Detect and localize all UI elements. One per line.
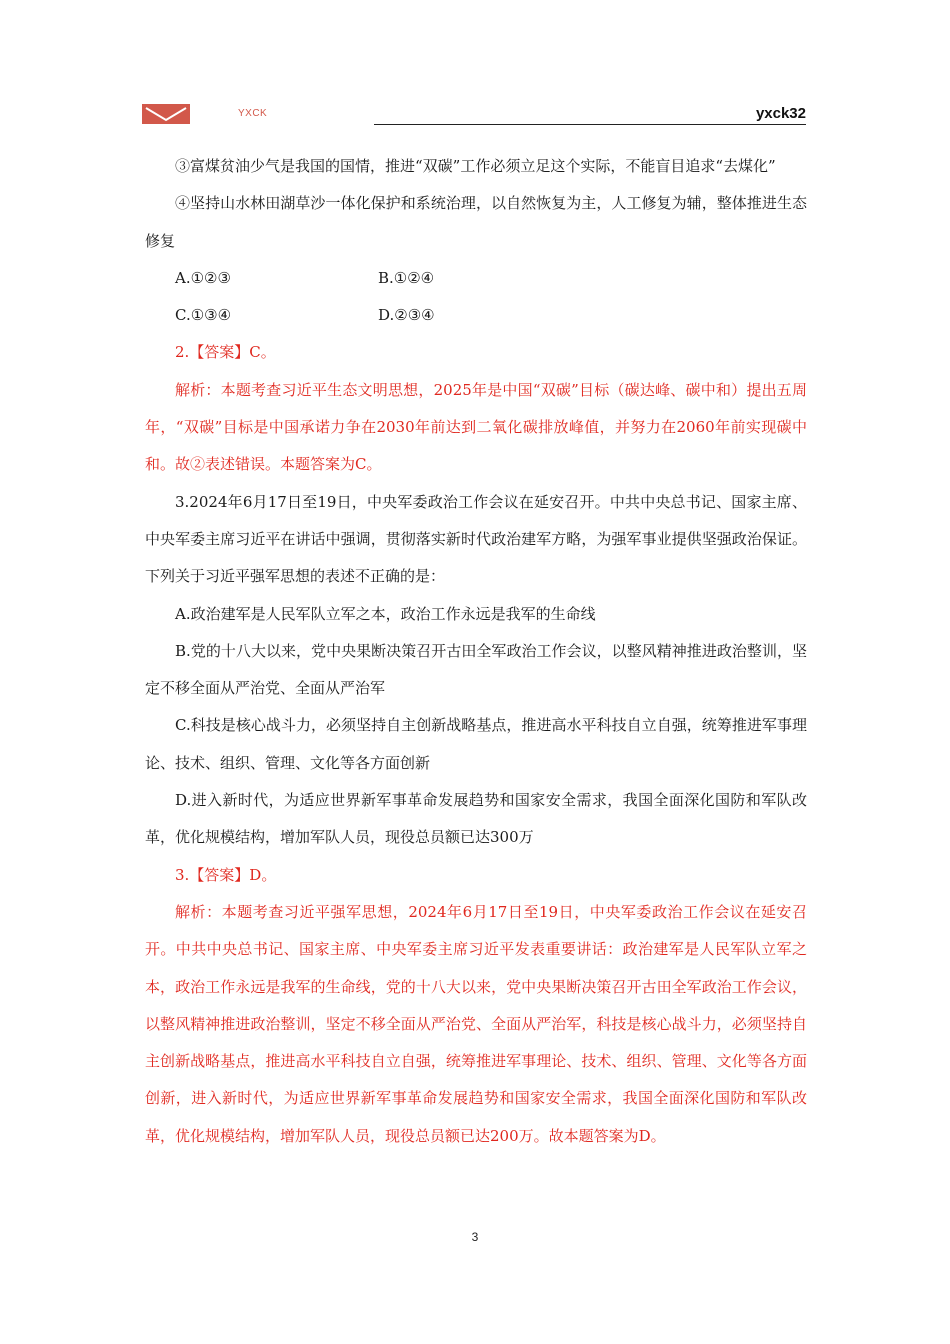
q3-option-a: A.政治建军是人民军队立军之本，政治工作永远是我军的生命线 xyxy=(175,604,596,623)
q2-option-d: D.②③④ xyxy=(378,306,435,325)
q3-stem: 3.2024年6月17日至19日，中央军委政治工作会议在延安召开。中共中央总书记、国家主席、中央军委主席习近平在讲话中强调，贯彻落实新时代政治建军方略，为强军事业提供坚强政治保证。下列关于习近平强军思想的表述不正确的是： xyxy=(145,492,807,586)
q2-option-c: C.①③④ xyxy=(175,306,232,325)
header-code: yxck32 xyxy=(755,105,806,122)
q2-item-4: ④坚持山水林田湖草沙一体化保护和系统治理，以自然恢复为主，人工修复为辅，整体推进生态修复 xyxy=(145,194,807,250)
q3-option-c: C.科技是核心战斗力，必须坚持自主创新战略基点，推进高水平科技自立自强，统筹推进军事理论、技术、组织、管理、文化等各方面创新 xyxy=(145,716,807,772)
q2-analysis: 解析：本题考查习近平生态文明思想，2025年是中国“双碳”目标（碳达峰、碳中和）提出五周年，“双碳”目标是中国承诺力争在2030年前达到二氧化碳排放峰值，并努力在2060年前实现碳中和。故②表述错误。本题答案为C。 xyxy=(145,380,807,474)
page-number: 3 xyxy=(471,1230,479,1244)
q3-answer: 3.【答案】D。 xyxy=(175,865,277,884)
q2-options-row-1 xyxy=(145,260,807,297)
q2-option-b: B.①②④ xyxy=(378,268,435,287)
q2-options-row-2 xyxy=(145,297,807,334)
q2-answer: 2.【答案】C。 xyxy=(175,343,276,362)
logo-icon xyxy=(142,104,190,124)
document-body xyxy=(145,148,807,1155)
q3-option-d: D.进入新时代，为适应世界新军事革命发展趋势和国家安全需求，我国全面深化国防和军队改革，优化规模结构，增加军队人员，现役总员额已达300万 xyxy=(145,791,807,847)
header-rule xyxy=(374,124,806,125)
page-header xyxy=(142,96,806,132)
logo-text: YXCK xyxy=(238,108,268,119)
q3-analysis: 解析：本题考查习近平强军思想，2024年6月17日至19日，中央军委政治工作会议在延安召开。中共中央总书记、国家主席、中央军委主席习近平发表重要讲话：政治建军是人民军队立军之本，政治工作永远是我军的生命线，党的十八大以来，党中央果断决策召开古田全军政治工作会议，以整风精神推进政治整训，坚定不移全面从严治党、全面从严治军，科技是核心战斗力，必须坚持自主创新战略基点，推进高水平科技自立自强，统筹推进军事理论、技术、组织、管理、文化等各方面创新，进入新时代，为适应世界新军事革命发展趋势和国家安全需求，我国全面深化国防和军队改革，优化规模结构，增加军队人员，现役总员额已达200万。故本题答案为D。 xyxy=(145,902,807,1145)
q2-item-3: ③富煤贫油少气是我国的国情，推进“双碳”工作必须立足这个实际，不能盲目追求“去煤化” xyxy=(175,157,776,175)
q2-option-a: A.①②③ xyxy=(175,268,231,287)
q3-option-b: B.党的十八大以来，党中央果断决策召开古田全军政治工作会议，以整风精神推进政治整训，坚定不移全面从严治党、全面从严治军 xyxy=(145,641,807,698)
